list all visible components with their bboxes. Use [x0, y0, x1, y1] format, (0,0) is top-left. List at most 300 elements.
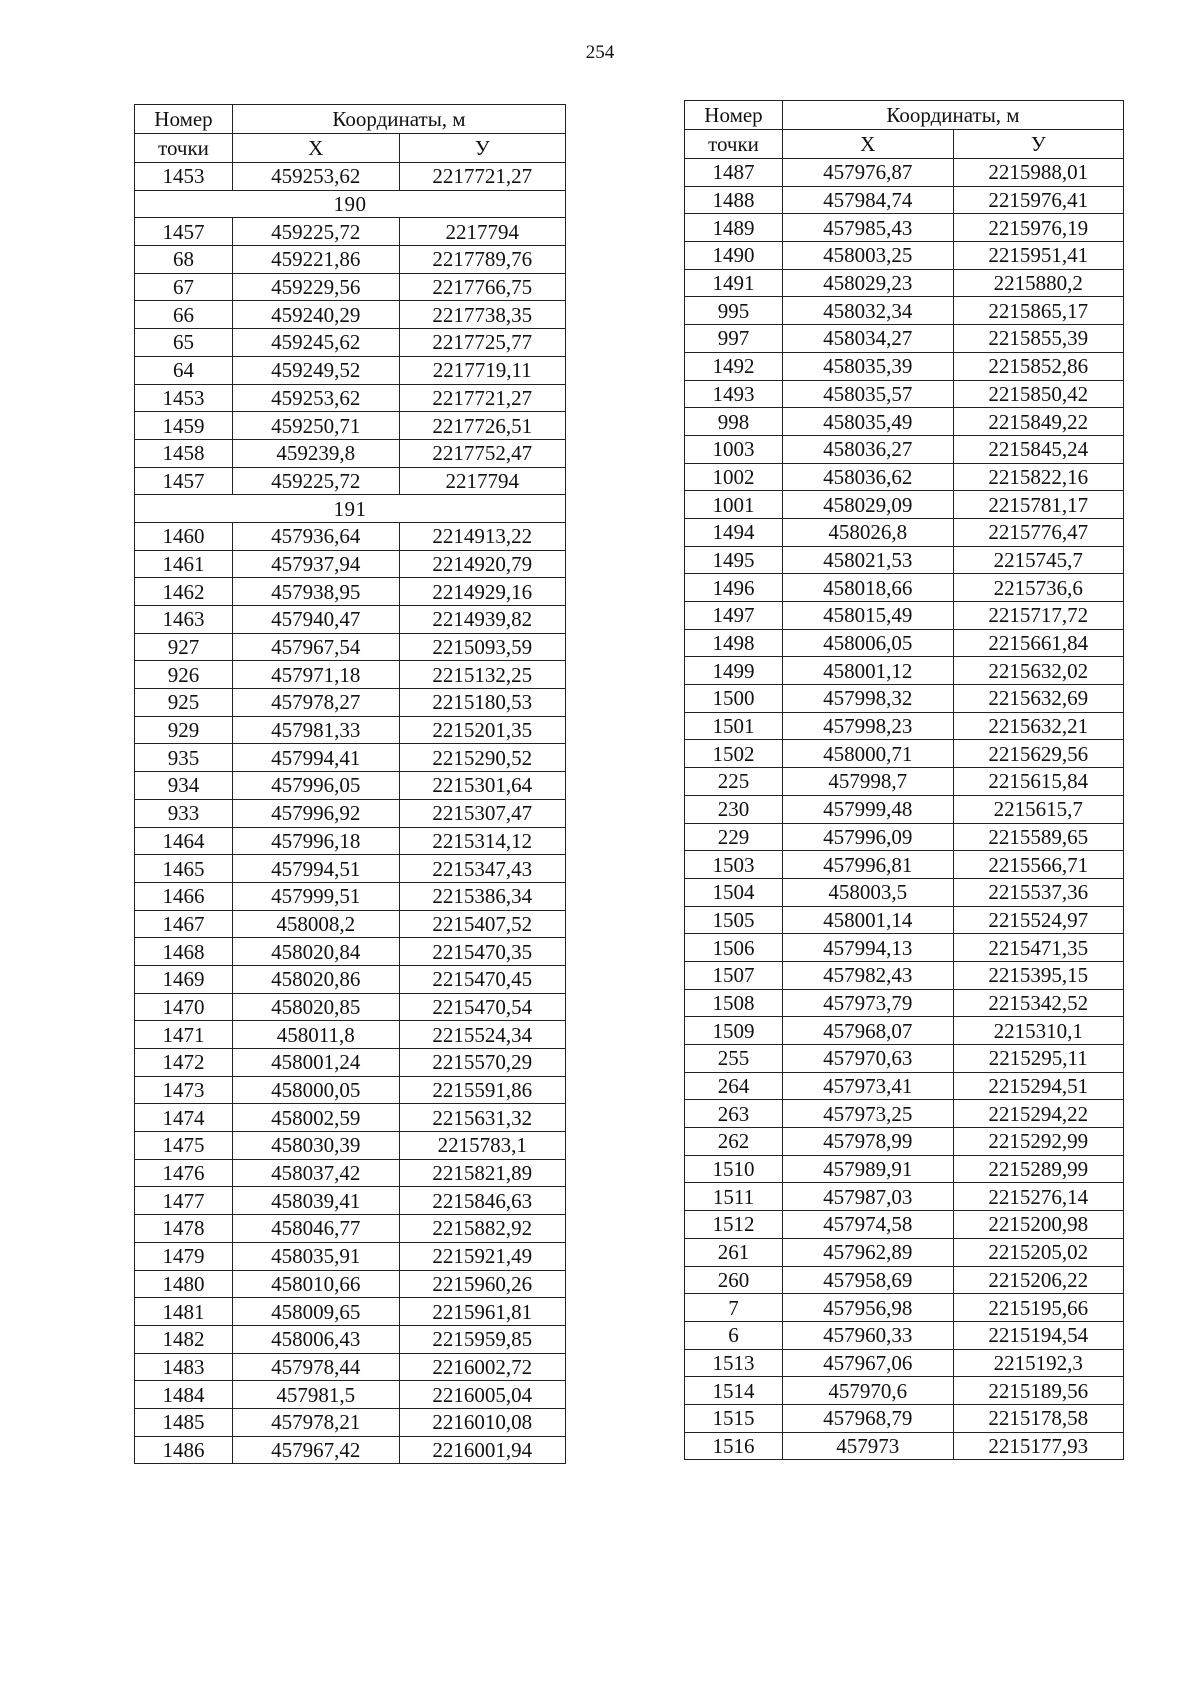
point-number-cell: 1513: [685, 1349, 783, 1377]
point-number-cell: 255: [685, 1045, 783, 1073]
x-coordinate-cell: 458001,12: [783, 657, 954, 685]
x-coordinate-cell: 459253,62: [233, 163, 400, 191]
table-row: [135, 938, 566, 966]
table-row: [685, 408, 1124, 436]
y-coordinate-cell: 2215290,52: [399, 744, 566, 772]
y-coordinate-cell: 2215736,6: [953, 574, 1124, 602]
table-row: [685, 629, 1124, 657]
x-coordinate-cell: 458009,65: [233, 1298, 400, 1326]
point-number-cell: 997: [685, 325, 783, 353]
x-coordinate-cell: 457968,07: [783, 1017, 954, 1045]
table-row: [685, 1238, 1124, 1266]
point-number-cell: 1481: [135, 1298, 233, 1326]
y-coordinate-cell: 2214913,22: [399, 522, 566, 550]
table-row: [685, 1211, 1124, 1239]
point-number-cell: 1474: [135, 1104, 233, 1132]
x-coordinate-cell: 458029,09: [783, 491, 954, 519]
table-row: [135, 716, 566, 744]
point-number-cell: 927: [135, 633, 233, 661]
point-number-cell: 66: [135, 301, 233, 329]
point-number-cell: 1492: [685, 352, 783, 380]
point-number-cell: 1465: [135, 855, 233, 883]
point-number-cell: 1509: [685, 1017, 783, 1045]
y-coordinate-cell: 2215294,22: [953, 1100, 1124, 1128]
x-coordinate-cell: 458030,39: [233, 1132, 400, 1160]
y-coordinate-cell: 2215189,56: [953, 1377, 1124, 1405]
table-row: [135, 439, 566, 467]
x-coordinate-cell: 457981,5: [233, 1381, 400, 1409]
point-number-cell: 1499: [685, 657, 783, 685]
table-row: [685, 574, 1124, 602]
table-row: [685, 1072, 1124, 1100]
table-row: [685, 1155, 1124, 1183]
point-number-cell: 1461: [135, 550, 233, 578]
x-coordinate-cell: 458035,49: [783, 408, 954, 436]
x-coordinate-cell: 457998,7: [783, 768, 954, 796]
point-number-cell: 1001: [685, 491, 783, 519]
coordinates-header: Координаты, м: [783, 101, 1124, 130]
y-coordinate-cell: 2215471,35: [953, 934, 1124, 962]
point-number-cell: 1497: [685, 602, 783, 630]
point-number-cell: 935: [135, 744, 233, 772]
table-row: [685, 269, 1124, 297]
x-coordinate-cell: 459250,71: [233, 412, 400, 440]
x-coordinate-cell: 459245,62: [233, 329, 400, 357]
y-coordinate-cell: 2215206,22: [953, 1266, 1124, 1294]
table-row: [685, 823, 1124, 851]
y-coordinate-cell: 2215976,41: [953, 186, 1124, 214]
x-coordinate-cell: 457937,94: [233, 550, 400, 578]
point-number-cell: 6: [685, 1321, 783, 1349]
point-number-cell: 1453: [135, 384, 233, 412]
x-coordinate-cell: 457938,95: [233, 578, 400, 606]
y-coordinate-cell: 2215314,12: [399, 827, 566, 855]
point-number-cell: 1506: [685, 934, 783, 962]
y-coordinate-cell: 2215781,17: [953, 491, 1124, 519]
point-number-cell: 65: [135, 329, 233, 357]
y-coordinate-cell: 2215629,56: [953, 740, 1124, 768]
point-number-cell: 1475: [135, 1132, 233, 1160]
point-number-cell: 1488: [685, 186, 783, 214]
table-row: [135, 1408, 566, 1436]
y-header: У: [399, 134, 566, 163]
point-number-cell: 1479: [135, 1242, 233, 1270]
y-coordinate-cell: 2215192,3: [953, 1349, 1124, 1377]
y-coordinate-cell: 2215880,2: [953, 269, 1124, 297]
x-coordinate-cell: 457996,18: [233, 827, 400, 855]
x-coordinate-cell: 457960,33: [783, 1321, 954, 1349]
y-coordinate-cell: 2215855,39: [953, 325, 1124, 353]
x-coordinate-cell: 457984,74: [783, 186, 954, 214]
point-number-cell: 925: [135, 689, 233, 717]
table-row: [135, 1381, 566, 1409]
point-number-cell: 1476: [135, 1159, 233, 1187]
y-coordinate-cell: 2215177,93: [953, 1432, 1124, 1460]
point-number-cell: 261: [685, 1238, 783, 1266]
table-row: [135, 606, 566, 634]
x-coordinate-cell: 459240,29: [233, 301, 400, 329]
x-coordinate-cell: 458006,05: [783, 629, 954, 657]
x-coordinate-cell: 459225,72: [233, 218, 400, 246]
x-coordinate-cell: 458003,25: [783, 242, 954, 270]
y-coordinate-cell: 2215537,36: [953, 878, 1124, 906]
table-row: [135, 356, 566, 384]
y-header: У: [953, 130, 1124, 159]
y-coordinate-cell: 2215310,1: [953, 1017, 1124, 1045]
x-coordinate-cell: 457994,51: [233, 855, 400, 883]
table-row: [685, 1294, 1124, 1322]
y-coordinate-cell: 2215347,43: [399, 855, 566, 883]
point-number-header-line2: точки: [135, 134, 233, 163]
y-coordinate-cell: 2215470,45: [399, 965, 566, 993]
table-row: [135, 218, 566, 246]
point-number-cell: 1512: [685, 1211, 783, 1239]
table-row: [135, 1215, 566, 1243]
table-row: [685, 435, 1124, 463]
point-number-cell: 1478: [135, 1215, 233, 1243]
table-row: [135, 799, 566, 827]
x-coordinate-cell: 459249,52: [233, 356, 400, 384]
x-coordinate-cell: 457998,23: [783, 712, 954, 740]
section-row: [135, 190, 566, 218]
x-coordinate-cell: 458021,53: [783, 546, 954, 574]
x-coordinate-cell: 457978,27: [233, 689, 400, 717]
y-coordinate-cell: 2215988,01: [953, 159, 1124, 187]
y-coordinate-cell: 2215195,66: [953, 1294, 1124, 1322]
y-coordinate-cell: 2215849,22: [953, 408, 1124, 436]
y-coordinate-cell: 2215301,64: [399, 772, 566, 800]
x-coordinate-cell: 458034,27: [783, 325, 954, 353]
point-number-cell: 263: [685, 1100, 783, 1128]
x-coordinate-cell: 457978,99: [783, 1128, 954, 1156]
y-coordinate-cell: 2215307,47: [399, 799, 566, 827]
x-coordinate-cell: 458032,34: [783, 297, 954, 325]
x-coordinate-cell: 458001,24: [233, 1049, 400, 1077]
page-number: 254: [585, 42, 615, 63]
table-row: [135, 993, 566, 1021]
x-coordinate-cell: 457936,64: [233, 522, 400, 550]
y-coordinate-cell: 2214929,16: [399, 578, 566, 606]
table-row: [135, 772, 566, 800]
table-row: [685, 242, 1124, 270]
x-coordinate-cell: 458002,59: [233, 1104, 400, 1132]
point-number-cell: 260: [685, 1266, 783, 1294]
point-number-header-line2: точки: [685, 130, 783, 159]
y-coordinate-cell: 2215850,42: [953, 380, 1124, 408]
y-coordinate-cell: 2215976,19: [953, 214, 1124, 242]
y-coordinate-cell: 2214920,79: [399, 550, 566, 578]
y-coordinate-cell: 2217725,77: [399, 329, 566, 357]
x-coordinate-cell: 457989,91: [783, 1155, 954, 1183]
table-row: [685, 740, 1124, 768]
x-coordinate-cell: 457962,89: [783, 1238, 954, 1266]
y-coordinate-cell: 2215615,7: [953, 795, 1124, 823]
x-coordinate-cell: 457998,32: [783, 685, 954, 713]
y-coordinate-cell: 2215776,47: [953, 518, 1124, 546]
x-coordinate-cell: 457994,13: [783, 934, 954, 962]
coordinates-table-left: [134, 104, 566, 1464]
table-row: [135, 1270, 566, 1298]
y-coordinate-cell: 2215524,97: [953, 906, 1124, 934]
point-number-cell: 1486: [135, 1436, 233, 1464]
point-number-cell: 1002: [685, 463, 783, 491]
table-row: [685, 768, 1124, 796]
x-coordinate-cell: 457968,79: [783, 1404, 954, 1432]
y-coordinate-cell: 2215566,71: [953, 851, 1124, 879]
y-coordinate-cell: 2216010,08: [399, 1408, 566, 1436]
table-row: [135, 273, 566, 301]
coordinates-header: Координаты, м: [233, 105, 566, 134]
table-row: [685, 325, 1124, 353]
y-coordinate-cell: 2215295,11: [953, 1045, 1124, 1073]
y-coordinate-cell: 2217794: [399, 467, 566, 495]
x-coordinate-cell: 458035,91: [233, 1242, 400, 1270]
table-row: [685, 297, 1124, 325]
point-number-cell: 1495: [685, 546, 783, 574]
point-number-cell: 1501: [685, 712, 783, 740]
y-coordinate-cell: 2215470,35: [399, 938, 566, 966]
point-number-cell: 1505: [685, 906, 783, 934]
y-coordinate-cell: 2215959,85: [399, 1325, 566, 1353]
table-row: [685, 1183, 1124, 1211]
point-number-cell: 1502: [685, 740, 783, 768]
y-coordinate-cell: 2215632,02: [953, 657, 1124, 685]
y-coordinate-cell: 2216001,94: [399, 1436, 566, 1464]
table-row: [685, 518, 1124, 546]
y-coordinate-cell: 2215132,25: [399, 661, 566, 689]
y-coordinate-cell: 2215276,14: [953, 1183, 1124, 1211]
point-number-cell: 1510: [685, 1155, 783, 1183]
table-row: [135, 1132, 566, 1160]
point-number-cell: 1500: [685, 685, 783, 713]
y-coordinate-cell: 2215194,54: [953, 1321, 1124, 1349]
point-number-cell: 1503: [685, 851, 783, 879]
table-row: [135, 550, 566, 578]
x-coordinate-cell: 457967,54: [233, 633, 400, 661]
point-number-cell: 1491: [685, 269, 783, 297]
section-number: 190: [135, 190, 566, 218]
point-number-cell: 225: [685, 768, 783, 796]
table-row: [135, 689, 566, 717]
x-coordinate-cell: 459229,56: [233, 273, 400, 301]
y-coordinate-cell: 2215921,49: [399, 1242, 566, 1270]
table-row: [685, 186, 1124, 214]
x-coordinate-cell: 457999,51: [233, 882, 400, 910]
table-row: [135, 1242, 566, 1270]
table-row: [135, 827, 566, 855]
section-row: [135, 495, 566, 523]
x-coordinate-cell: 457973,79: [783, 989, 954, 1017]
table-row: [685, 1349, 1124, 1377]
x-coordinate-cell: 457973,25: [783, 1100, 954, 1128]
table-row: [135, 522, 566, 550]
point-number-cell: 1504: [685, 878, 783, 906]
x-coordinate-cell: 458036,62: [783, 463, 954, 491]
y-coordinate-cell: 2215632,21: [953, 712, 1124, 740]
x-coordinate-cell: 459221,86: [233, 246, 400, 274]
x-coordinate-cell: 458000,05: [233, 1076, 400, 1104]
y-coordinate-cell: 2215342,52: [953, 989, 1124, 1017]
x-coordinate-cell: 459239,8: [233, 439, 400, 467]
x-coordinate-cell: 458026,8: [783, 518, 954, 546]
x-coordinate-cell: 459225,72: [233, 467, 400, 495]
y-coordinate-cell: 2215201,35: [399, 716, 566, 744]
point-number-cell: 1453: [135, 163, 233, 191]
y-coordinate-cell: 2215846,63: [399, 1187, 566, 1215]
y-coordinate-cell: 2215951,41: [953, 242, 1124, 270]
table-row: [135, 882, 566, 910]
table-row: [685, 685, 1124, 713]
table-row: [685, 657, 1124, 685]
table-row: [685, 712, 1124, 740]
table-row: [135, 1298, 566, 1326]
point-number-cell: 934: [135, 772, 233, 800]
point-number-cell: 1003: [685, 435, 783, 463]
point-number-cell: 1490: [685, 242, 783, 270]
table-row: [135, 1104, 566, 1132]
point-number-cell: 7: [685, 1294, 783, 1322]
x-coordinate-cell: 458046,77: [233, 1215, 400, 1243]
y-coordinate-cell: 2217721,27: [399, 163, 566, 191]
x-coordinate-cell: 457994,41: [233, 744, 400, 772]
point-number-header: Номер: [685, 101, 783, 130]
point-number-cell: 1457: [135, 218, 233, 246]
y-coordinate-cell: 2215205,02: [953, 1238, 1124, 1266]
y-coordinate-cell: 2214939,82: [399, 606, 566, 634]
point-number-cell: 1470: [135, 993, 233, 1021]
table-row: [685, 934, 1124, 962]
x-coordinate-cell: 457996,81: [783, 851, 954, 879]
table-row: [685, 159, 1124, 187]
x-coordinate-cell: 458018,66: [783, 574, 954, 602]
x-coordinate-cell: 458035,57: [783, 380, 954, 408]
coordinates-table-right: [684, 100, 1124, 1460]
x-coordinate-cell: 457987,03: [783, 1183, 954, 1211]
x-coordinate-cell: 457967,42: [233, 1436, 400, 1464]
x-coordinate-cell: 458000,71: [783, 740, 954, 768]
table-row: [135, 578, 566, 606]
x-coordinate-cell: 457958,69: [783, 1266, 954, 1294]
y-coordinate-cell: 2215661,84: [953, 629, 1124, 657]
table-row: [685, 1321, 1124, 1349]
point-number-cell: 1460: [135, 522, 233, 550]
x-coordinate-cell: 458020,84: [233, 938, 400, 966]
table-row: [135, 1187, 566, 1215]
point-number-cell: 1515: [685, 1404, 783, 1432]
x-coordinate-cell: 458008,2: [233, 910, 400, 938]
x-header: Х: [783, 130, 954, 159]
x-coordinate-cell: 458015,49: [783, 602, 954, 630]
point-number-header: Номер: [135, 105, 233, 134]
y-coordinate-cell: 2215180,53: [399, 689, 566, 717]
point-number-cell: 1464: [135, 827, 233, 855]
table-row: [135, 910, 566, 938]
table-row: [135, 1021, 566, 1049]
y-coordinate-cell: 2215289,99: [953, 1155, 1124, 1183]
y-coordinate-cell: 2215093,59: [399, 633, 566, 661]
table-row: [685, 961, 1124, 989]
table-row: [135, 1159, 566, 1187]
table-row: [135, 163, 566, 191]
point-number-cell: 1471: [135, 1021, 233, 1049]
y-coordinate-cell: 2217719,11: [399, 356, 566, 384]
x-coordinate-cell: 457974,58: [783, 1211, 954, 1239]
y-coordinate-cell: 2215632,69: [953, 685, 1124, 713]
table-row: [685, 1266, 1124, 1294]
table-row: [685, 1128, 1124, 1156]
point-number-cell: 926: [135, 661, 233, 689]
table-row: [685, 1045, 1124, 1073]
table-row: [135, 855, 566, 883]
x-coordinate-cell: 458006,43: [233, 1325, 400, 1353]
y-coordinate-cell: 2215470,54: [399, 993, 566, 1021]
table-row: [135, 965, 566, 993]
point-number-cell: 1516: [685, 1432, 783, 1460]
y-coordinate-cell: 2215852,86: [953, 352, 1124, 380]
x-coordinate-cell: 457996,09: [783, 823, 954, 851]
table-row: [685, 546, 1124, 574]
x-coordinate-cell: 457973: [783, 1432, 954, 1460]
table-row: [685, 1404, 1124, 1432]
point-number-cell: 995: [685, 297, 783, 325]
table-row: [135, 329, 566, 357]
table-row: [685, 380, 1124, 408]
table-row: [135, 661, 566, 689]
table-row: [685, 989, 1124, 1017]
point-number-cell: 1483: [135, 1353, 233, 1381]
table-row: [685, 795, 1124, 823]
x-coordinate-cell: 458036,27: [783, 435, 954, 463]
x-coordinate-cell: 458035,39: [783, 352, 954, 380]
x-coordinate-cell: 458010,66: [233, 1270, 400, 1298]
point-number-cell: 1514: [685, 1377, 783, 1405]
table-row: [685, 214, 1124, 242]
point-number-cell: 1511: [685, 1183, 783, 1211]
x-coordinate-cell: 458003,5: [783, 878, 954, 906]
table-row: [135, 1353, 566, 1381]
table-row: [135, 1049, 566, 1077]
y-coordinate-cell: 2215386,34: [399, 882, 566, 910]
x-coordinate-cell: 457996,92: [233, 799, 400, 827]
point-number-cell: 229: [685, 823, 783, 851]
table-row: [135, 1325, 566, 1353]
point-number-cell: 1472: [135, 1049, 233, 1077]
point-number-cell: 230: [685, 795, 783, 823]
table-row: [685, 878, 1124, 906]
y-coordinate-cell: 2215717,72: [953, 602, 1124, 630]
point-number-cell: 929: [135, 716, 233, 744]
table-row: [685, 1377, 1124, 1405]
x-coordinate-cell: 457981,33: [233, 716, 400, 744]
point-number-cell: 1459: [135, 412, 233, 440]
y-coordinate-cell: 2216002,72: [399, 1353, 566, 1381]
table-row: [135, 412, 566, 440]
table-row: [135, 1076, 566, 1104]
point-number-cell: 1458: [135, 439, 233, 467]
point-number-cell: 1462: [135, 578, 233, 606]
table-row: [685, 851, 1124, 879]
point-number-cell: 264: [685, 1072, 783, 1100]
table-row: [135, 384, 566, 412]
x-coordinate-cell: 457976,87: [783, 159, 954, 187]
x-coordinate-cell: 458020,86: [233, 965, 400, 993]
point-number-cell: 68: [135, 246, 233, 274]
point-number-cell: 67: [135, 273, 233, 301]
point-number-cell: 1466: [135, 882, 233, 910]
point-number-cell: 1485: [135, 1408, 233, 1436]
y-coordinate-cell: 2215615,84: [953, 768, 1124, 796]
x-coordinate-cell: 458020,85: [233, 993, 400, 1021]
